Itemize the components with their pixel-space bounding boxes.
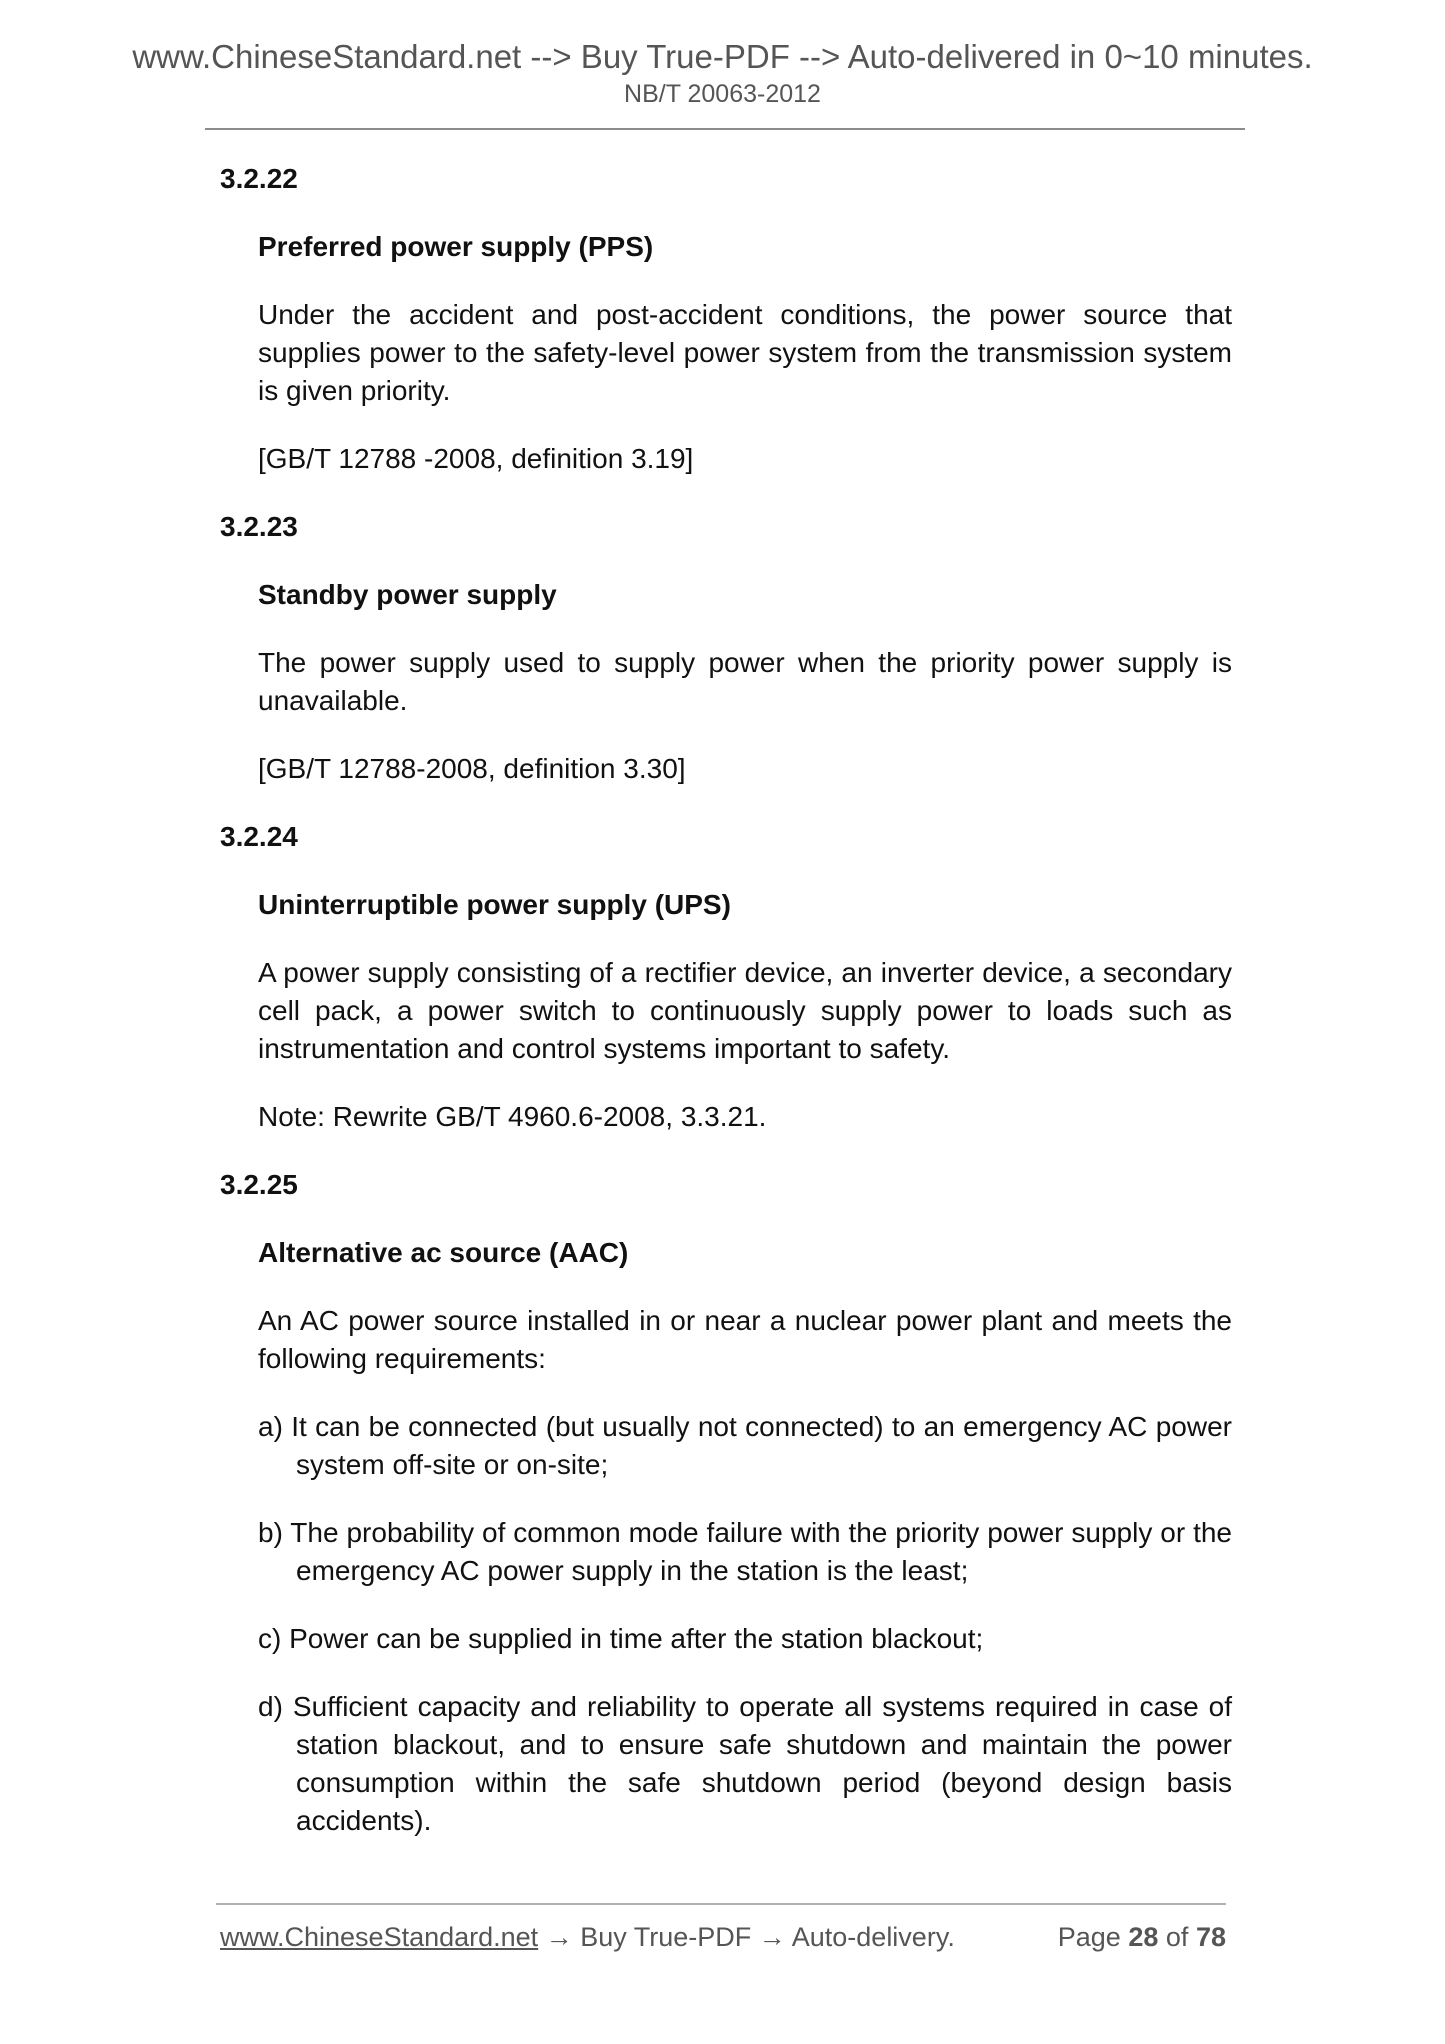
term-reference: [GB/T 12788-2008, definition 3.30] — [258, 753, 686, 784]
footer-divider — [216, 1903, 1226, 1905]
page-of-label: of — [1165, 1922, 1189, 1952]
term-note: Note: Rewrite GB/T 4960.6-2008, 3.3.21. — [258, 1101, 767, 1132]
section-number: 3.2.23 — [220, 511, 298, 542]
section-body — [258, 576, 1232, 788]
document-body — [220, 160, 1232, 1870]
section-body — [258, 886, 1232, 1136]
requirement-item: c) Power can be supplied in time after the station blackout; — [258, 1623, 984, 1654]
term-title: Alternative ac source (AAC) — [258, 1237, 629, 1268]
requirement-item: b) The probability of common mode failure with the priority power supply or the emergency AC power supply in the station is the least; — [258, 1517, 1232, 1586]
page-total: 78 — [1195, 1922, 1226, 1952]
term-title: Standby power supply — [258, 579, 557, 610]
section-number: 3.2.22 — [220, 163, 298, 194]
term-definition: A power supply consisting of a rectifier device, an inverter device, a secondary cell pack, a power switch to continuously supply power to loads such as instrumentation and control systems important to safety. — [258, 957, 1232, 1064]
term-title: Uninterruptible power supply (UPS) — [258, 889, 731, 920]
section-number: 3.2.25 — [220, 1169, 298, 1200]
page-label: Page — [1057, 1922, 1121, 1952]
standard-number: NB/T 20063-2012 — [624, 80, 821, 108]
header-banner: www.ChineseStandard.net --> Buy True-PDF --> Auto-delivered in 0~10 minutes. — [132, 38, 1313, 75]
requirement-item: d) Sufficient capacity and reliability to operate all systems required in case of station blackout, and to ensure safe shutdown and maintain the power consumption within the safe shutdown period (beyond design basis accidents). — [258, 1691, 1232, 1836]
footer-site-link[interactable]: www.ChineseStandard.net — [220, 1922, 539, 1952]
section-body — [258, 228, 1232, 478]
page-indicator — [1058, 1922, 1226, 1953]
requirement-item: a) It can be connected (but usually not connected) to an emergency AC power system off-site or on-site; — [258, 1411, 1232, 1480]
section-body — [258, 1234, 1232, 1840]
term-definition: The power supply used to supply power when the priority power supply is unavailable. — [258, 647, 1232, 716]
term-reference: [GB/T 12788 -2008, definition 3.19] — [258, 443, 694, 474]
page-footer — [220, 1922, 1226, 1962]
footer-promo-text: → Buy True-PDF → Auto-delivery. — [538, 1922, 955, 1952]
term-definition: An AC power source installed in or near a nuclear power plant and meets the following requirements: — [258, 1305, 1232, 1374]
section-number: 3.2.24 — [220, 821, 298, 852]
page-current: 28 — [1128, 1922, 1159, 1952]
footer-promo — [220, 1922, 955, 1953]
header-divider — [205, 128, 1245, 130]
term-title: Preferred power supply (PPS) — [258, 231, 654, 262]
term-definition: Under the accident and post-accident conditions, the power source that supplies power to the safety-level power system from the transmission system is given priority. — [258, 299, 1232, 406]
